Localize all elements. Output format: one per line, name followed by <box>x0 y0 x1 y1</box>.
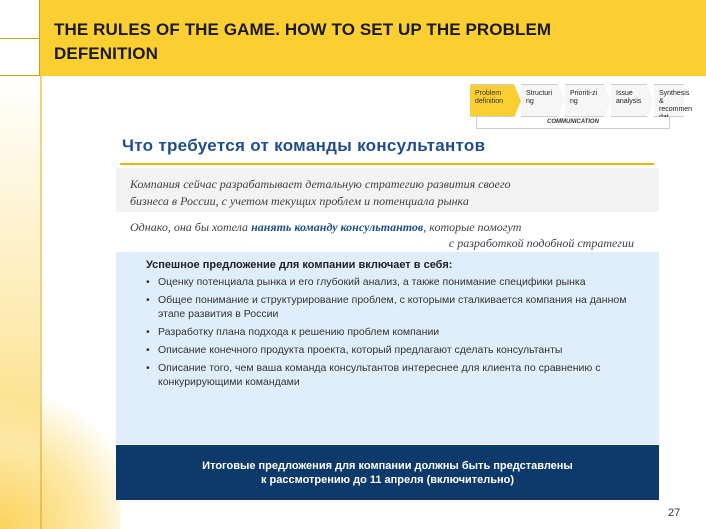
step-synthesis <box>654 84 693 117</box>
heading-underline <box>120 163 654 165</box>
corner-line <box>0 38 40 39</box>
deadline-line-1: Итоговые предложения для компании должны быть представлены <box>202 460 573 472</box>
request-prefix: Однако, она бы хотела <box>130 220 252 234</box>
list-item-text: Описание того, чем ваша команда консультантов интереснее для клиента по сравнению с конкурирующими командами <box>158 362 601 388</box>
bullet-icon: • <box>146 276 150 288</box>
slide-heading: Что требуется от команды консультантов <box>122 136 486 155</box>
corner-box <box>0 0 40 76</box>
communication-bar: COMMUNICATION <box>476 117 670 129</box>
list-item-text: Общее понимание и структурирование проблем, с которыми сталкивается компания на данном этапе развития в России <box>158 294 627 320</box>
step-prioritizing <box>565 84 604 117</box>
list-item <box>146 275 646 289</box>
list-item <box>146 343 646 357</box>
bullet-icon: • <box>146 326 150 338</box>
title-bar <box>40 0 706 76</box>
list-item <box>146 325 646 339</box>
step-label: Structuri ng <box>526 90 553 105</box>
step-label: Problem definition <box>475 90 504 105</box>
page-title <box>54 18 706 66</box>
step-arrow <box>514 84 521 118</box>
list-item-text: Описание конечного продукта проекта, который предлагают сделать консультанты <box>158 344 563 356</box>
intro-text <box>130 176 650 210</box>
bullet-icon: • <box>146 362 150 374</box>
bullet-icon: • <box>146 344 150 356</box>
deadline-box <box>116 445 659 500</box>
step-arrow <box>647 84 654 118</box>
request-suffix: , которые помогут <box>423 220 522 234</box>
step-label: Synthesis & recommen <box>659 90 693 113</box>
bottom-left-gradient <box>0 380 120 529</box>
list-item <box>146 293 646 321</box>
deadline-line-2: к рассмотрению до 11 апреля (включительно) <box>260 474 515 486</box>
step-structuring <box>521 84 558 117</box>
list-item-text: Разработку плана подхода к решению проблем компании <box>158 326 440 338</box>
slide-content <box>116 130 659 500</box>
left-divider <box>40 0 42 529</box>
list-item-text: Оценку потенциала рынка и его глубокий анализ, а также понимание специфики рынка <box>158 276 586 288</box>
step-label: Issue analysis <box>616 90 642 105</box>
intro-line-1: Компания сейчас разрабатывает детальную стратегию развития своего <box>130 177 511 191</box>
offer-list <box>146 275 646 393</box>
request-text <box>130 219 650 251</box>
request-line-2: с разработкой подобной стратегии <box>448 236 634 250</box>
step-arrow <box>558 84 565 118</box>
step-label: Prioriti-zi ng <box>570 90 598 105</box>
step-problem-definition <box>470 84 514 117</box>
title-line-1: THE RULES OF THE GAME. HOW TO SET UP THE PROBLEM <box>54 20 552 39</box>
page-number: 27 <box>668 507 681 519</box>
bullet-icon: • <box>146 294 150 306</box>
list-item <box>146 361 646 389</box>
title-line-2: DEFENITION <box>54 44 158 63</box>
step-arrow <box>604 84 611 118</box>
intro-line-2: бизнеса в России, с учетом текущих проблем и потенциала рынка <box>130 194 469 208</box>
step-issue-analysis <box>611 84 647 117</box>
offer-title: Успешное предложение для компании включает в себя: <box>146 259 453 271</box>
request-highlight: нанять команду консультантов <box>251 220 424 234</box>
